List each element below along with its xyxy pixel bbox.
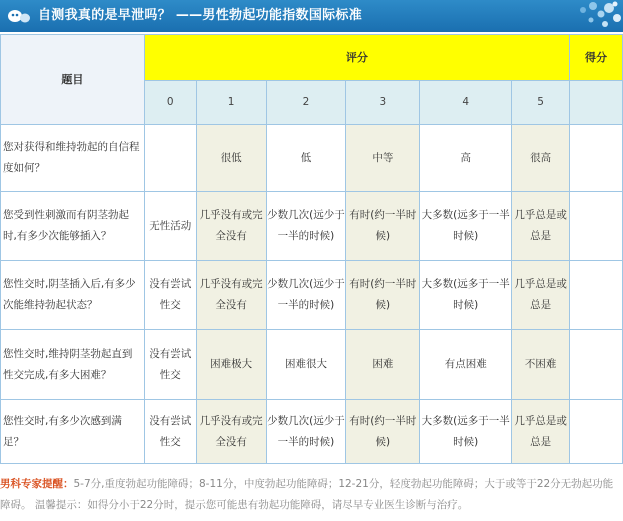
answer-cell: 大多数(远多于一半时候) — [420, 400, 512, 464]
got-header: 得分 — [570, 35, 623, 81]
page-title: 自测我真的是早泄吗？ ——男性勃起功能指数国际标准 — [38, 8, 363, 23]
answer-cell: 很低 — [196, 125, 266, 192]
score-cell — [570, 81, 623, 125]
answer-cell: 没有尝试性交 — [144, 261, 196, 330]
question-cell: 您性交时,维持阴茎勃起直到性交完成,有多大困难？ — [1, 330, 145, 400]
table-row — [1, 125, 623, 192]
answer-cell: 无性活动 — [144, 192, 196, 261]
question-cell: 您性交时,阴茎插入后,有多少次能维持勃起状态？ — [1, 261, 145, 330]
answer-cell: 很高 — [512, 125, 570, 192]
expert-tip-text: 5-7分,重度勃起功能障碍；8-11分，中度勃起功能障碍；12-21分，轻度勃起功能障碍；大于或等于22分无勃起功能障碍。 温馨提示：如得分小于22分时，提示您可能患有勃起功能障碍，请尽早专业医生诊断与治疗。 — [0, 478, 614, 511]
score-level: 0 — [144, 81, 196, 125]
answer-cell: 几乎没有或完全没有 — [196, 400, 266, 464]
question-cell: 您性交时,有多少次感到满足？ — [1, 400, 145, 464]
answer-cell: 有时(约一半时候) — [346, 400, 420, 464]
score-level: 5 — [512, 81, 570, 125]
answer-cell: 大多数(远多于一半时候) — [420, 261, 512, 330]
answer-cell: 少数几次(远少于一半的时候) — [266, 400, 346, 464]
speech-bubble-icon — [6, 8, 32, 25]
table-row — [1, 192, 623, 261]
answer-cell: 困难很大 — [266, 330, 346, 400]
answer-cell — [144, 125, 196, 192]
answer-cell: 有时(约一半时候) — [346, 192, 420, 261]
question-cell: 您受到性刺激而有阴茎勃起时,有多少次能够插入？ — [1, 192, 145, 261]
score-level: 2 — [266, 81, 346, 125]
decorative-dots-icon — [543, 0, 623, 32]
question-cell: 您对获得和维持勃起的自信程度如何？ — [1, 125, 145, 192]
answer-cell: 低 — [266, 125, 346, 192]
ed-score-table — [0, 34, 623, 464]
answer-cell: 几乎总是或总是 — [512, 192, 570, 261]
answer-cell: 没有尝试性交 — [144, 400, 196, 464]
score-level: 3 — [346, 81, 420, 125]
answer-cell: 高 — [420, 125, 512, 192]
answer-cell: 有点困难 — [420, 330, 512, 400]
title-bar — [0, 0, 623, 32]
answer-cell: 困难 — [346, 330, 420, 400]
topic-header: 题目 — [1, 35, 145, 125]
answer-cell: 少数几次(远少于一半的时候) — [266, 192, 346, 261]
table-row — [1, 261, 623, 330]
score-header: 评分 — [144, 35, 569, 81]
answer-cell: 没有尝试性交 — [144, 330, 196, 400]
answer-cell: 大多数(远多于一半时候) — [420, 192, 512, 261]
expert-tip — [0, 474, 623, 516]
expert-tip-lead: 男科专家提醒： — [0, 478, 74, 490]
answer-cell: 有时(约一半时候) — [346, 261, 420, 330]
answer-cell: 几乎没有或完全没有 — [196, 261, 266, 330]
answer-cell: 困难极大 — [196, 330, 266, 400]
score-level: 4 — [420, 81, 512, 125]
score-cell — [570, 400, 623, 464]
score-cell — [570, 192, 623, 261]
score-level: 1 — [196, 81, 266, 125]
answer-cell: 几乎总是或总是 — [512, 261, 570, 330]
answer-cell: 少数几次(远少于一半的时候) — [266, 261, 346, 330]
score-cell — [570, 330, 623, 400]
answer-cell: 几乎没有或完全没有 — [196, 192, 266, 261]
score-cell — [570, 125, 623, 192]
table-row — [1, 330, 623, 400]
answer-cell: 中等 — [346, 125, 420, 192]
answer-cell: 不困难 — [512, 330, 570, 400]
answer-cell: 几乎总是或总是 — [512, 400, 570, 464]
table-row — [1, 400, 623, 464]
score-cell — [570, 261, 623, 330]
